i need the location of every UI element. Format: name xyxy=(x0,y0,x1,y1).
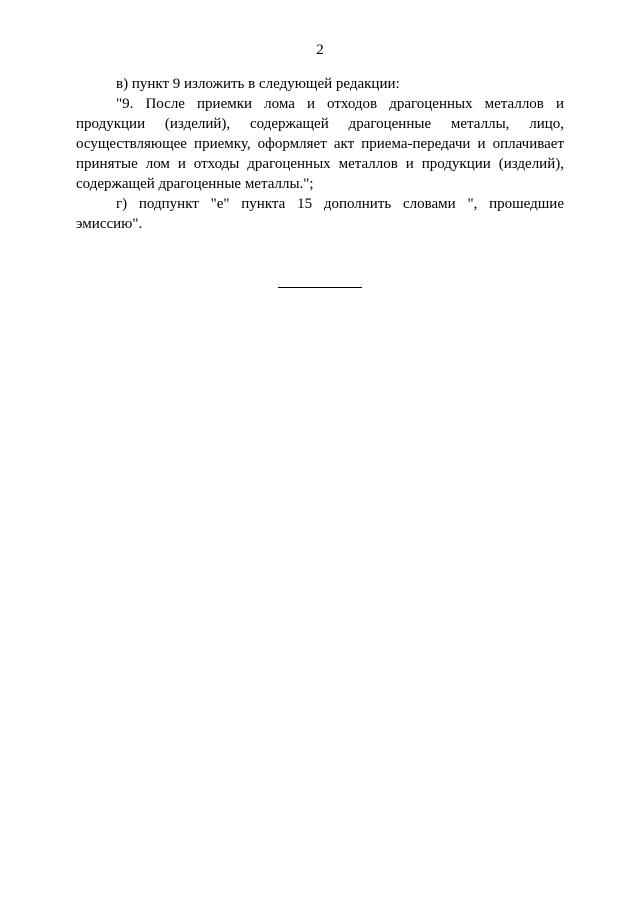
document-body xyxy=(76,74,564,234)
paragraph-item-g: г) подпункт "е" пункта 15 дополнить словами ", прошедшие эмиссию". xyxy=(76,196,564,232)
paragraph-point-9-text: "9. После приемки лома и отходов драгоценных металлов и продукции (изделий), содержащей драгоценные металлы, лицо, осуществляющее приемку, оформляет акт приема-передачи и оплачивает принятые лом и отходы драгоценных металлов и продукции (изделий), содержащей драгоценные металлы."; xyxy=(76,96,564,192)
end-separator-line xyxy=(278,287,362,288)
page-number: 2 xyxy=(316,42,324,58)
paragraph-item-v: в) пункт 9 изложить в следующей редакции: xyxy=(116,76,400,92)
